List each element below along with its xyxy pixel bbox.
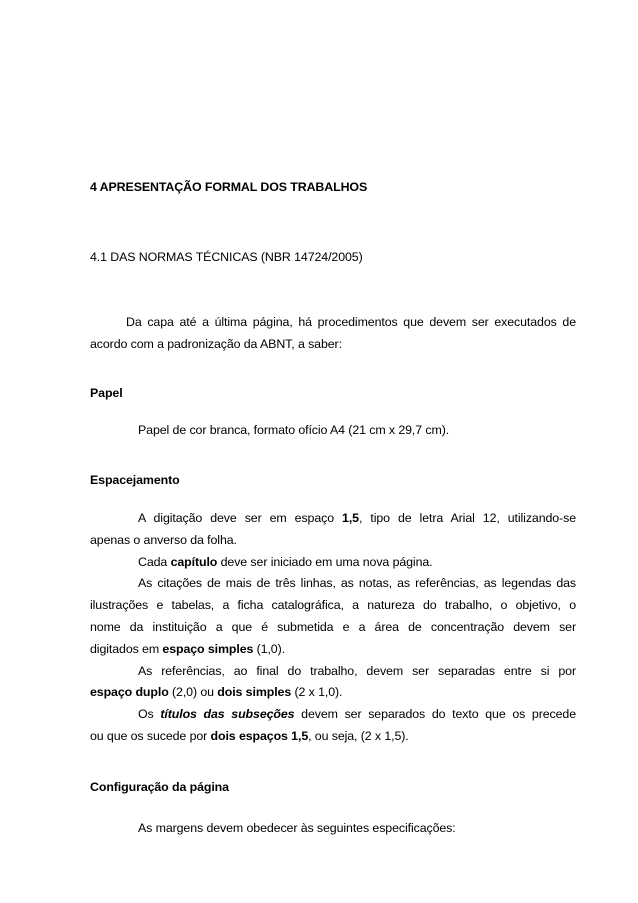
configuracao-paragraph [90, 818, 576, 840]
esp-p2-line1: Cada capítulo deve ser iniciado em uma nova página. [138, 554, 433, 569]
chapter-title: 4 APRESENTAÇÃO FORMAL DOS TRABALHOS [90, 180, 368, 194]
esp-p1-line2: apenas o anverso da folha. [90, 532, 237, 547]
esp-p5-line1: Os títulos das subseções devem ser separados do texto que os precede [138, 707, 576, 722]
intro-paragraph [90, 312, 576, 356]
esp-p1-line1: A digitação deve ser em espaço 1,5, tipo de letra Arial 12, utilizando-se [138, 511, 576, 525]
esp-p3-line3: nome da instituição a que é submetida e a área de concentração devem ser [90, 619, 576, 634]
espacamento-body [90, 508, 576, 748]
papel-text: Papel de cor branca, formato ofício A4 (21 cm x 29,7 cm). [138, 423, 450, 437]
espacamento-heading: Espacejamento [90, 473, 180, 487]
esp-p3-line2: ilustrações e tabelas, a ficha catalográfica, a natureza do trabalho, o objetivo, o [90, 598, 576, 613]
configuracao-text: As margens devem obedecer às seguintes especificações: [138, 821, 456, 835]
esp-p4-line1: As referências, ao final do trabalho, devem ser separadas entre si por [138, 663, 576, 678]
esp-p4-line2: espaço duplo (2,0) ou dois simples (2 x 1,0). [90, 685, 343, 700]
papel-heading: Papel [90, 386, 123, 400]
intro-line-1: Da capa até a última página, há procedimentos que devem ser executados de [126, 315, 576, 329]
papel-paragraph [90, 420, 576, 442]
section-title: 4.1 DAS NORMAS TÉCNICAS (NBR 14724/2005) [90, 250, 363, 264]
esp-p3-line4: digitados em espaço simples (1,0). [90, 641, 285, 656]
esp-p3-line1: As citações de mais de três linhas, as notas, as referências, as legendas das [138, 576, 576, 591]
esp-p5-line2: ou que os sucede por dois espaços 1,5, ou seja, (2 x 1,5). [90, 728, 409, 743]
configuracao-heading: Configuração da página [90, 780, 229, 794]
intro-line-2: acordo com a padronização da ABNT, a saber: [90, 336, 342, 351]
